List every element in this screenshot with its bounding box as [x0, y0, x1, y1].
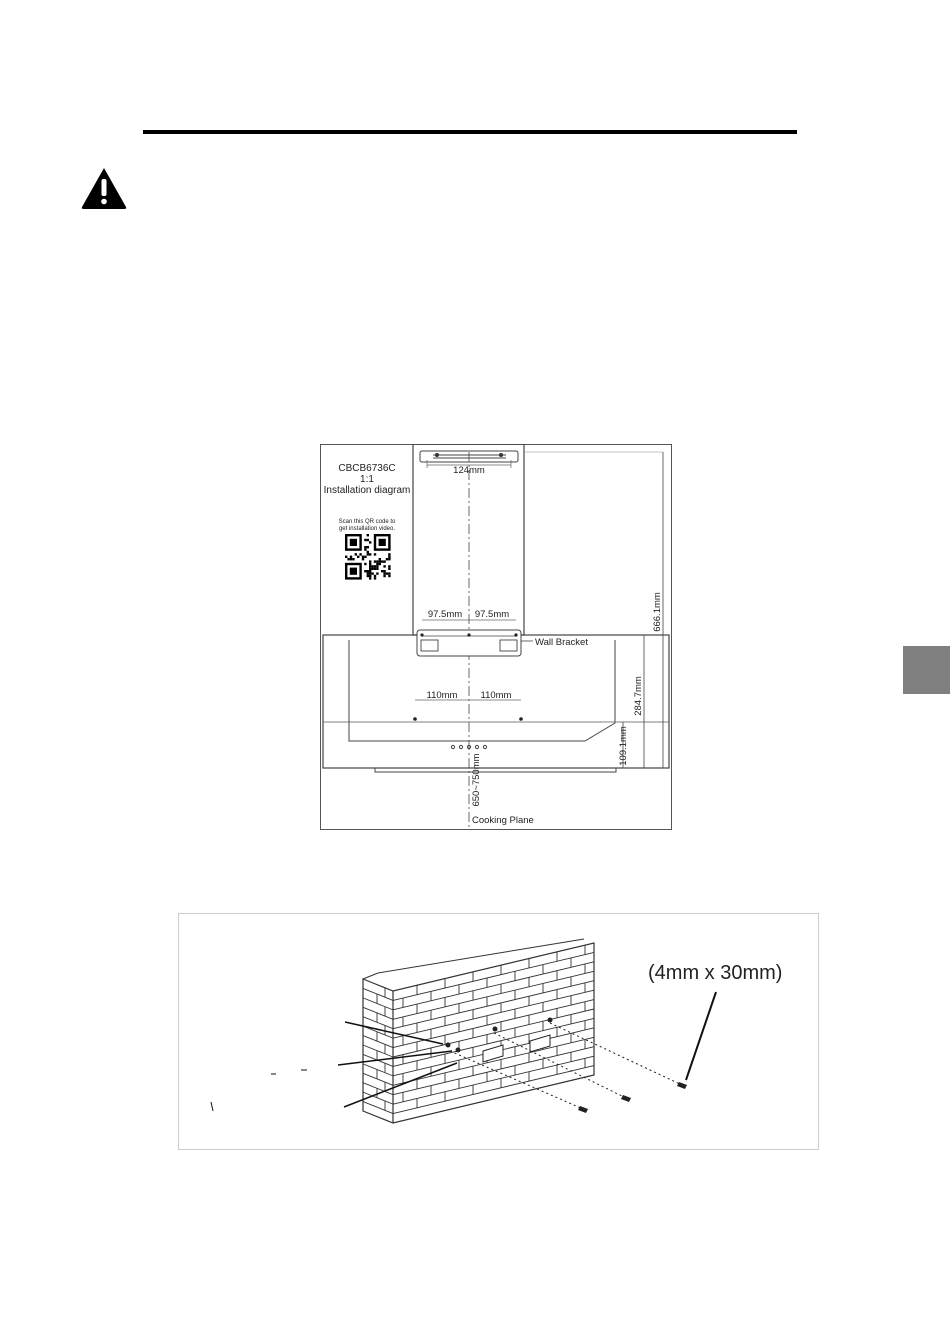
screw-size-label: (4mm x 30mm)	[648, 962, 783, 984]
qr-caption-2: get installation video.	[338, 526, 396, 532]
wall-bracket-label: Wall Bracket	[535, 637, 588, 648]
dim-lower-height: 109.1mm	[618, 726, 629, 766]
scale: 1:1	[360, 474, 374, 485]
chapter-tab	[903, 646, 950, 694]
header-rule	[143, 130, 797, 134]
diagram-title: Installation diagram	[323, 485, 411, 496]
dim-hood-right: 110mm	[480, 690, 512, 701]
dim-top-bracket: 124mm	[453, 465, 485, 476]
dim-hood-height: 284.7mm	[633, 676, 644, 716]
cooking-plane-label: Cooking Plane	[472, 815, 534, 826]
dim-total-height: 666.1mm	[652, 592, 663, 632]
dim-hood-left: 110mm	[426, 690, 458, 701]
installation-diagram	[320, 444, 672, 830]
dim-bracket-left: 97.5mm	[427, 609, 463, 620]
qr-caption: Scan this QR code to	[338, 519, 396, 525]
model-number: CBCB6736C	[338, 463, 396, 474]
dim-clearance: 650~750mm	[471, 753, 482, 807]
wall-screw-figure	[178, 913, 819, 1150]
warning-triangle-icon	[80, 166, 128, 210]
dim-bracket-right: 97.5mm	[474, 609, 510, 620]
